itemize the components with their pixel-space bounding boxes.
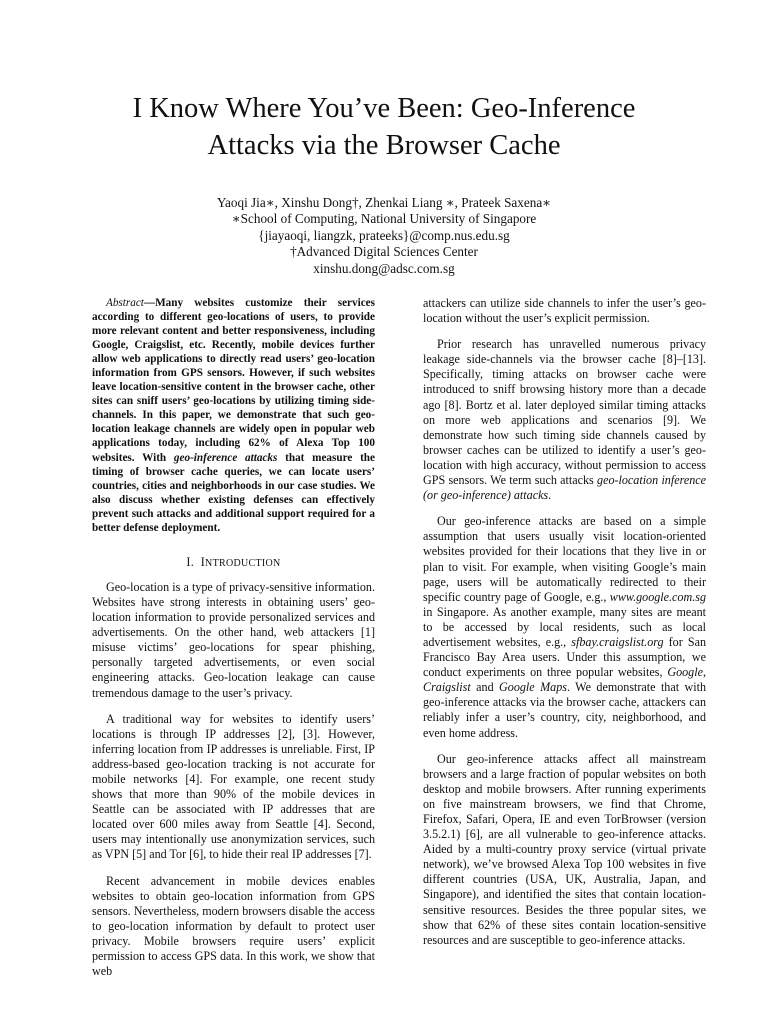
site-craigslist: Craigslist xyxy=(423,680,471,695)
email-1: {jiayaoqi, liangzk, prateeks}@comp.nus.edu.sg xyxy=(258,227,510,243)
intro-paragraph-4 xyxy=(423,337,706,503)
intro-paragraph-1: Geo-location is a type of privacy-sensitive information. Websites have strong interests in obtaining users’ geo-location information to provide personalized services and advertisements. On the other hand, web attackers [1] misuse victims’ geo-locations for spear phishing, personally targeted advertisements, or even social engineering attacks. Geo-location leakage can cause tremendous damage to the user’s privacy. xyxy=(92,579,375,700)
affiliation-1: ∗School of Computing, National University of Singapore xyxy=(231,211,537,227)
p4-text-1: Prior research has unravelled numerous privacy leakage side-channels via the browser cache [8]–[13]. Specifically, timing attacks on browser cache were introduced to sniff browsing history more than a decade ago [8]. Bortz et al. later deployed similar timing attacks on more web applications and scenarios [9]. We demonstrate how such timing side channels caused by browser caches can be utilized to identify a user’s geo-location with high accuracy, without permission to access GPS sensors. We term such attacks xyxy=(423,337,706,488)
p5-text-b: in Singapore. As another example, many sites are meant to be accessed by local residents, such as local advertisement websites, e.g., xyxy=(423,604,706,649)
p5-text-d: . We demonstrate that with geo-inference attacks via the browser cache, attackers can reliably infer a user’s country, city, neighborhood, and even home address. xyxy=(423,680,707,740)
section-number: I. xyxy=(186,554,195,569)
title-line-2: Attacks via the Browser Cache xyxy=(207,130,561,161)
site-google-maps: Google Maps xyxy=(499,680,567,695)
p5-sep-1: , xyxy=(702,665,706,680)
author-names: Yaoqi Jia∗, Xinshu Dong†, Zhenkai Liang ∗, Prateek Saxena∗ xyxy=(216,195,552,210)
abstract-emphasis: geo-inference attacks xyxy=(173,451,278,464)
abstract-text-1: —Many websites customize their services according to different geo-locations of users, to provide more relevant content and better responsiveness, including Google, Craigslist, etc. Recently, mobile devices further allow web applications to directly read users’ geo-location information from GPS sensors. However, if such websites leave location-sensitive content in the browser cache, other sites can sniff users’ geo-locations by utilizing timing side-channels. In this paper, we demonstrate that such geo-location leakage channels are widely open in popular web applications today, including 62% of Alexa Top 100 websites. With xyxy=(92,297,375,464)
abstract xyxy=(92,296,375,535)
author-block xyxy=(0,195,768,277)
intro-paragraph-5 xyxy=(423,514,706,740)
intro-paragraph-3-continued: attackers can utilize side channels to infer the user’s geo-location without the user’s explicit permission. xyxy=(423,296,706,326)
affiliation-2: †Advanced Digital Sciences Center xyxy=(290,244,478,260)
email-2: xinshu.dong@adsc.com.sg xyxy=(313,260,455,276)
section-heading-introduction xyxy=(92,555,375,571)
intro-paragraph-3: Recent advancement in mobile devices enables websites to obtain geo-location information from GPS sensors. Nevertheless, modern browsers disable the access to geo-location information by default to protect user privacy. Mobile browsers require users’ explicit permission to access GPS data. In this work, we show that web xyxy=(92,873,375,979)
section-title-initial: I xyxy=(200,554,206,569)
url-craigslist: sfbay.craigslist.org xyxy=(571,634,664,649)
intro-paragraph-6: Our geo-inference attacks affect all mainstream browsers and a large fraction of popular websites on both desktop and mobile browsers. After running experiments on five mainstream browsers, we find that Chrome, Firefox, Safari, Opera, IE and even TorBrowser (version 3.5.2.1) [6], are all vulnerable to geo-inference attacks. Aided by a multi-country proxy service (virtual private network), we’ve browsed Alexa Top 100 websites in five different countries (USA, UK, Australia, Japan, and Singapore), and identified the sites that contain location-sensitive resources. Besides the three popular sites, we show that 62% of these sites contain location-sensitive resources and are susceptible to geo-inference attacks. xyxy=(423,751,706,947)
site-google: Google xyxy=(667,665,703,680)
intro-paragraph-2: A traditional way for websites to identify users’ locations is through IP addresses [2], [3]. However, inferring location from IP addresses is unreliable. First, IP address-based geo-location tracking is not accurate for mobile networks [4]. For example, one recent study shows that more than 90% of the mobile devices in Seattle can be associated with IP addresses that are located over 600 miles away from Seattle [4]. Second, users may intentionally use anonymization services, such as VPN [5] and Tor [6], to hide their real IP addresses [7]. xyxy=(92,711,375,862)
url-google-sg: www.google.com.sg xyxy=(609,589,706,604)
title-line-1: I Know Where You’ve Been: Geo-Inference xyxy=(132,93,636,124)
right-column xyxy=(423,296,706,1016)
two-column-body xyxy=(92,296,706,1016)
p5-text-c: for San Francisco Bay Area users. Under this assumption, we conduct experiments on three popular websites, xyxy=(423,634,706,680)
abstract-label: Abstract xyxy=(106,297,144,309)
abstract-text-2: that measure the timing of browser cache queries, we can locate users’ countries, cities and neighborhoods in our case studies. We also discuss whether existing defenses can effectively prevent such attacks and additional support required for a better defense deployment. xyxy=(92,451,375,534)
left-column xyxy=(92,296,375,1016)
p4-term: geo-location inference (or geo-inference) attacks xyxy=(423,473,706,503)
p5-sep-2: and xyxy=(470,680,500,695)
p4-text-2: . xyxy=(548,488,552,503)
p5-text-a: Our geo-inference attacks are based on a simple assumption that users usually visit location-oriented websites provided for their locations that they live in or plan to visit. For example, when visiting Google’s main page, users will be automatically redirected to their specific country page of Google, e.g., xyxy=(423,514,706,604)
paper-title xyxy=(64,90,704,164)
section-title-rest: NTRODUCTION xyxy=(205,557,281,569)
